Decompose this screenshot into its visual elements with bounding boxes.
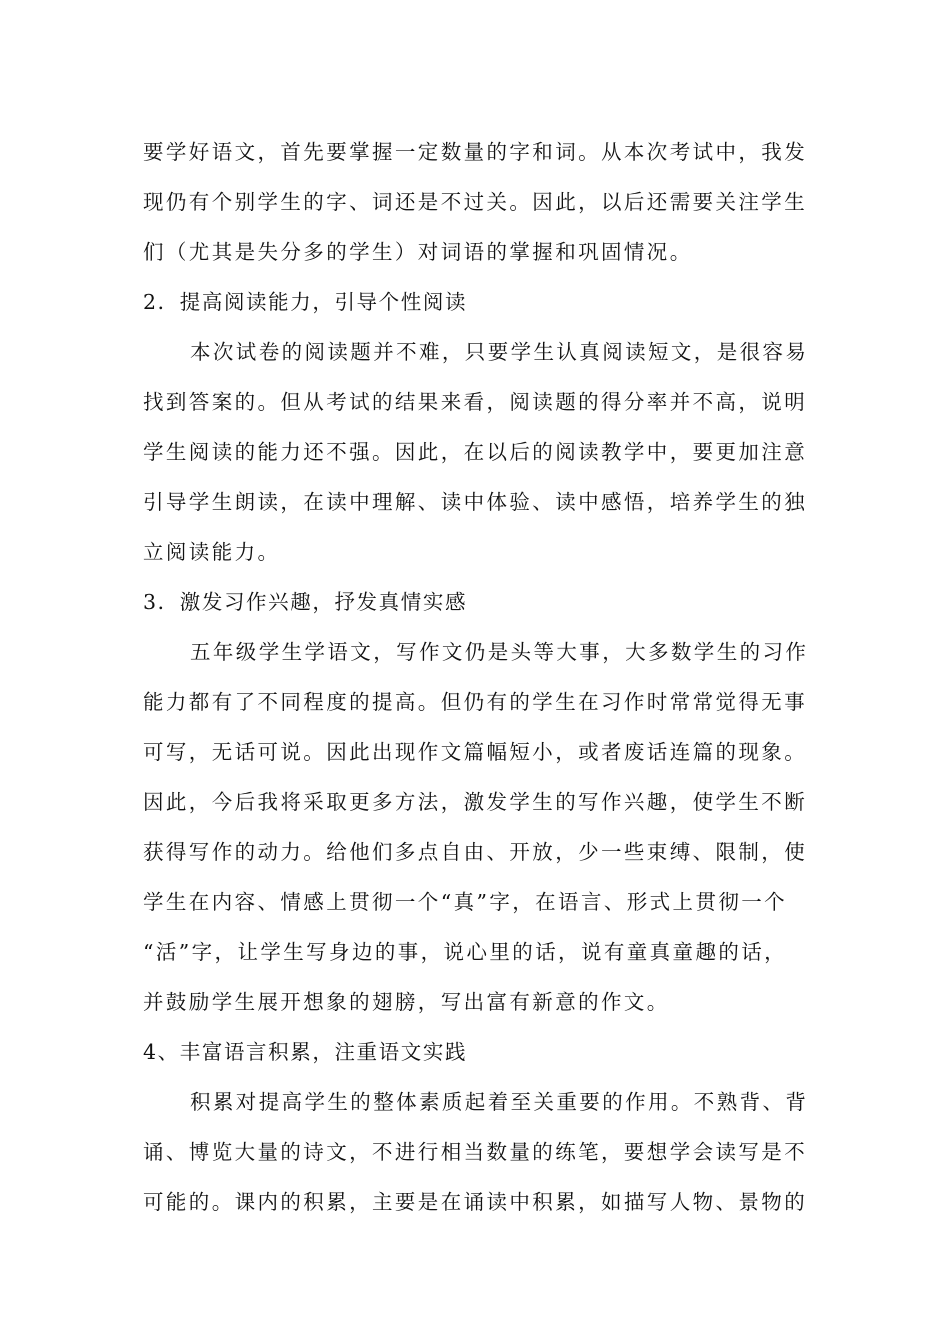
paragraph-line: 找到答案的。但从考试的结果来看，阅读题的得分率并不高，说明: [143, 390, 808, 414]
paragraph-line: 立阅读能力。: [143, 540, 281, 564]
paragraph-line: 积累对提高学生的整体素质起着至关重要的作用。不熟背、背: [190, 1090, 809, 1114]
paragraph-line: 要学好语文，首先要掌握一定数量的字和词。从本次考试中，我发: [143, 140, 808, 164]
paragraph-line: 因此，今后我将采取更多方法，激发学生的写作兴趣，使学生不断: [143, 790, 808, 814]
paragraph-line: 五年级学生学语文，写作文仍是头等大事，大多数学生的习作: [190, 640, 809, 664]
section-heading: 4、丰富语言积累，注重语文实践: [143, 1040, 468, 1064]
paragraph-line: 学生阅读的能力还不强。因此，在以后的阅读教学中，要更加注意: [143, 440, 808, 464]
paragraph-line: 能力都有了不同程度的提高。但仍有的学生在习作时常常觉得无事: [143, 690, 808, 714]
section-heading: 2．提高阅读能力，引导个性阅读: [143, 290, 468, 314]
section-heading: 3．激发习作兴趣，抒发真情实感: [143, 590, 468, 614]
paragraph-line: 诵、博览大量的诗文，不进行相当数量的练笔，要想学会读写是不: [143, 1140, 808, 1164]
paragraph-line: 获得写作的动力。给他们多点自由、开放，少一些束缚、限制，使: [143, 840, 808, 864]
paragraph-line: 们（尤其是失分多的学生）对词语的掌握和巩固情况。: [143, 240, 693, 264]
paragraph-line: 现仍有个别学生的字、词还是不过关。因此，以后还需要关注学生: [143, 190, 808, 214]
document-body: [143, 127, 813, 1227]
paragraph-line: 可写，无话可说。因此出现作文篇幅短小，或者废话连篇的现象。: [143, 740, 808, 764]
paragraph-line: 可能的。课内的积累，主要是在诵读中积累，如描写人物、景物的: [143, 1190, 808, 1214]
paragraph-line: 引导学生朗读，在读中理解、读中体验、读中感悟，培养学生的独: [143, 490, 808, 514]
paragraph-line: 本次试卷的阅读题并不难，只要学生认真阅读短文，是很容易: [190, 340, 809, 364]
paragraph-line: “活”字，让学生写身边的事，说心里的话，说有童真童趣的话，: [143, 940, 788, 964]
paragraph-line: 并鼓励学生展开想象的翅膀，写出富有新意的作文。: [143, 990, 670, 1014]
paragraph-line: 学生在内容、情感上贯彻一个“真”字，在语言、形式上贯彻一个: [143, 890, 788, 914]
